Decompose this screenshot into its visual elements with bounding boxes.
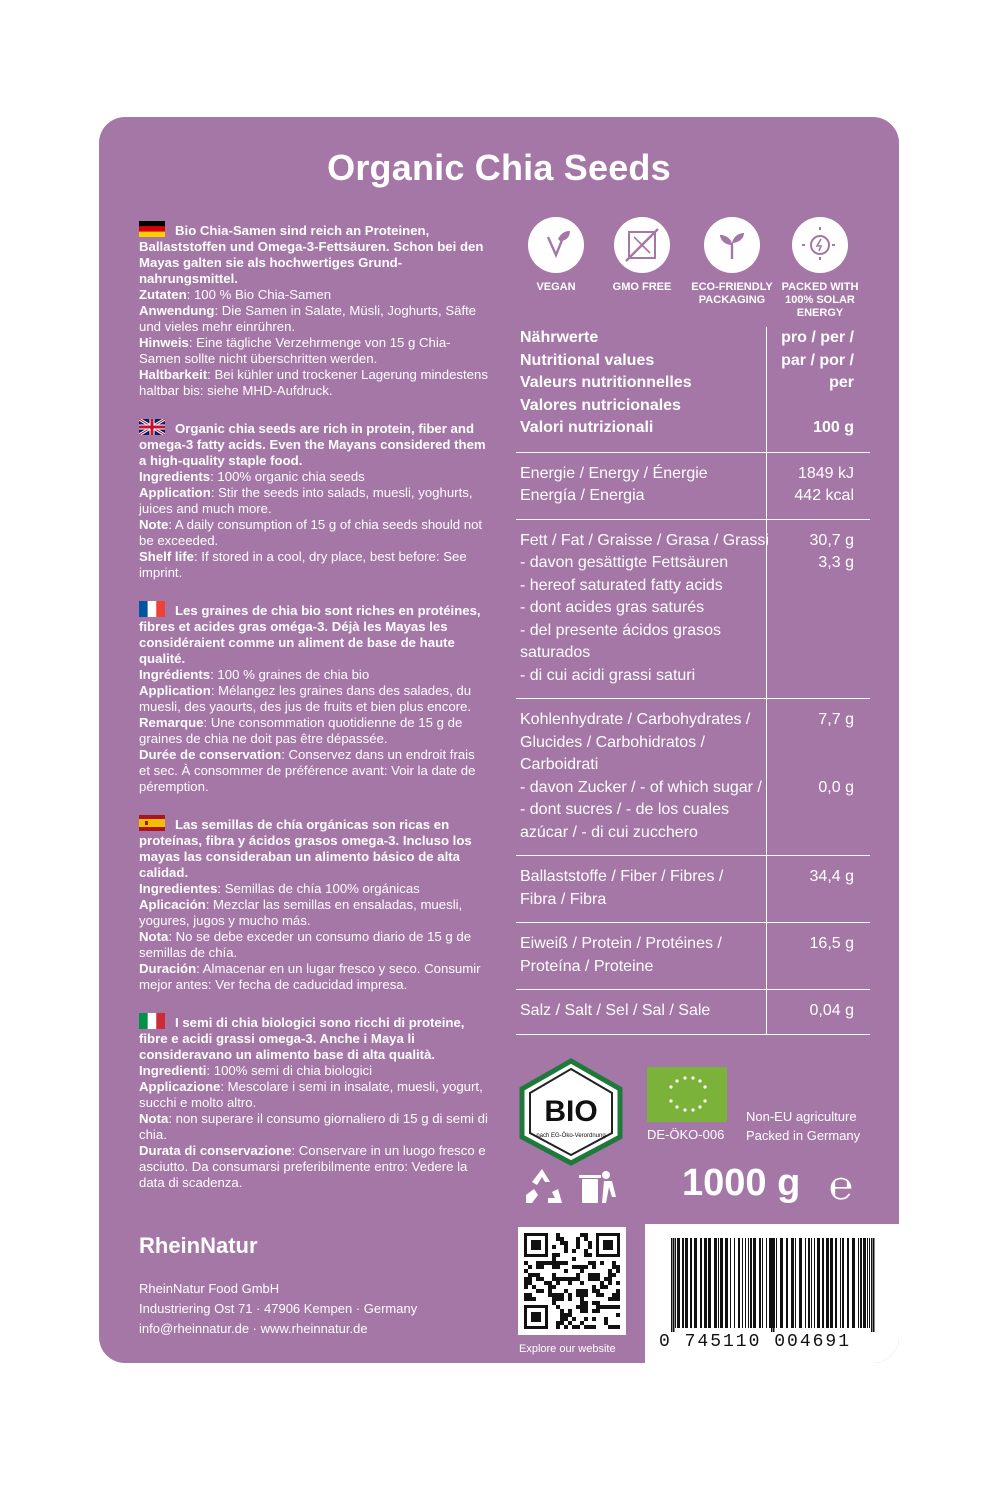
nutrient-label: - hereof saturated fatty acids [520, 576, 723, 594]
nutrient-value: 16,5 g [809, 935, 854, 952]
eco-sprout-icon [704, 217, 760, 273]
info-label: Application [139, 683, 211, 698]
nutrition-row [516, 452, 870, 520]
nutrition-header-label: Valori nutrizionali [520, 419, 654, 436]
info-line [139, 1063, 489, 1079]
info-line [139, 469, 489, 485]
nutrient-value: 0,0 g [818, 778, 854, 796]
address-line: info@rheinnatur.de · www.rheinnatur.de [139, 1321, 368, 1336]
nutrient-value: 1849 kJ [797, 464, 854, 482]
info-line [139, 929, 489, 961]
nutrient-value: 3,3 g [818, 554, 854, 571]
nutrient-value: 0,04 g [809, 1002, 854, 1019]
nutrient-label: saturados [520, 644, 591, 661]
brand-logo: RheinNatur [139, 1233, 258, 1258]
nutrient-label: Kohlenhydrate / Carbohydrates / [520, 711, 751, 728]
nutrition-row [516, 855, 870, 923]
info-text: : A daily consumption of 15 g of chia seeds should not be exceeded. [139, 517, 483, 548]
origin-line: Non-EU agriculture [746, 1109, 857, 1124]
info-label: Ingredientes [139, 881, 218, 896]
nutrient-label: Salz / Salt / Sel / Sal / Sale [520, 1002, 711, 1019]
language-block [139, 601, 489, 795]
info-line [139, 747, 489, 795]
info-label: Ingredienti [139, 1063, 207, 1078]
info-label: Duración [139, 961, 197, 976]
language-block [139, 815, 489, 993]
intro-text: Les graines de chia bio sont riches en protéines, fibres et acides gras oméga-3. Déjà les Mayas les considéraient comme un aliment de base de haute qualité. [139, 603, 481, 666]
info-line [139, 683, 489, 715]
vegan-leaf-icon [528, 217, 584, 273]
uk-flag-icon [139, 419, 165, 435]
nutrition-row [516, 519, 870, 700]
nutrient-label: - dont sucres / - de los cuales [520, 801, 729, 818]
info-line [139, 485, 489, 517]
nutrition-header-unit: par / por / [781, 351, 854, 369]
info-text: : Almacenar en un lugar fresco y seco. Consumir mejor antes: Ver fecha de caducidad impresa. [139, 961, 481, 992]
nutrition-header-label: Nutritional values [520, 351, 655, 369]
info-label: Note [139, 517, 169, 532]
eu-control-code: DE-ÖKO-006 [647, 1127, 725, 1142]
info-line [139, 367, 489, 399]
info-label: Application [139, 485, 211, 500]
bio-seal-text: BIO [544, 1095, 598, 1128]
nutrition-header-label: Valores nutricionales [520, 396, 681, 414]
info-text: : Mescolare i semi in insalate, muesli, yogurt, succhi e molto altro. [139, 1079, 483, 1110]
language-intro [139, 419, 489, 469]
nutrition-header-unit: 100 g [813, 419, 854, 436]
de-flag-icon [139, 221, 165, 237]
info-text: : Conservare in un luogo fresco e asciutto. Da consumarsi preferibilmente entro: Vedere la data di scadenza. [139, 1143, 486, 1190]
nutrient-label: Glucides / Carbohidratos / [520, 733, 705, 751]
nutrient-label: Energía / Energia [520, 487, 645, 504]
info-label: Ingrédients [139, 667, 211, 682]
nutrient-label: - del presente ácidos grasos [520, 621, 721, 639]
badge-label: ECO-FRIENDLY PACKAGING [691, 281, 773, 306]
nutrient-label: Carboidrati [520, 756, 599, 773]
info-label: Durée de conservation [139, 747, 282, 762]
intro-text: Las semillas de chía orgánicas son ricas en proteínas, fibra y ácidos grasos omega-3. Incluso los mayas las consideraban un alimento básico de alta calidad. [139, 817, 472, 880]
nutrition-header [516, 327, 870, 452]
info-line [139, 715, 489, 747]
nutrient-label: - di cui acidi grassi saturi [520, 666, 696, 684]
badge [772, 217, 868, 320]
nutrient-label: - davon Zucker / - of which sugar / [520, 778, 762, 796]
info-label: Anwendung [139, 303, 215, 318]
info-text: : If stored in a cool, dry place, best before: See imprint. [139, 549, 467, 580]
info-label: Shelf life [139, 549, 194, 564]
badge-label: PACKED WITH 100% SOLAR ENERGY [781, 281, 859, 319]
badge [684, 217, 780, 307]
nutrient-label: Fibra / Fibra [520, 890, 607, 908]
bio-seal-sub: nach EG-Öko-Verordnung [536, 1133, 606, 1139]
nutrient-value: 7,7 g [818, 711, 854, 728]
product-title: Organic Chia Seeds [327, 147, 671, 188]
es-flag-icon [139, 815, 165, 831]
product-back-label [99, 117, 899, 1363]
barcode [645, 1224, 899, 1363]
language-block [139, 419, 489, 581]
info-text: : Mezclar las semillas en ensaladas, muesli, yogures, jugos y mucho más. [139, 897, 463, 928]
info-text: : Mélangez les graines dans des salades, du muesli, des yaourts, des jus de fruits et bien plus encore. [139, 683, 472, 714]
nutrient-value: 30,7 g [809, 531, 854, 549]
origin-info [746, 1107, 860, 1145]
info-label: Aplicación [139, 897, 206, 912]
info-label: Hinweis [139, 335, 189, 350]
recycling-icons [524, 1167, 624, 1209]
address-line: RheinNatur Food GmbH [139, 1281, 280, 1296]
nutrition-header-label: Nährwerte [520, 329, 599, 346]
qr-caption: Explore our website [519, 1343, 616, 1355]
info-text: : 100% semi di chia biologici [206, 1063, 373, 1078]
info-text: : Bei kühler und trockener Lagerung mindestens haltbar bis: siehe MHD-Aufdruck. [139, 367, 488, 398]
info-line [139, 881, 489, 897]
info-text: : non superare il consumo giornaliero di 15 g di semi di chia. [139, 1111, 488, 1142]
intro-text: I semi di chia biologici sono ricchi di proteine, fibre e acidi grassi omega-3. Anche i Maya li consideravano un alimento base di alta qualità. [139, 1015, 465, 1062]
address-line: Industriering Ost 71 · 47906 Kempen · Germany [139, 1301, 418, 1316]
info-label: Haltbarkeit [139, 367, 208, 382]
barcode-digits: 0 745110 004691 [659, 1332, 852, 1352]
info-line [139, 1143, 489, 1191]
language-intro [139, 221, 489, 287]
fr-flag-icon [139, 601, 165, 617]
info-line [139, 897, 489, 929]
info-text: : No se debe exceder un consumo diario de 15 g de semillas de chía. [139, 929, 472, 960]
info-text: : 100 % Bio Chia-Samen [186, 287, 332, 302]
intro-text: Organic chia seeds are rich in protein, fiber and omega-3 fatty acids. Even the Mayans considered them a high-quality staple food. [139, 421, 486, 468]
nutrient-value: 442 kcal [794, 487, 854, 504]
nutrient-label: Eiweiß / Protein / Protéines / [520, 935, 722, 952]
gmo-free-icon [614, 217, 670, 273]
nutrition-bottom-border [516, 1034, 870, 1035]
nutrient-label: azúcar / - di cui zucchero [520, 823, 698, 841]
badge [508, 217, 604, 294]
info-label: Applicazione [139, 1079, 221, 1094]
nutrient-label: - davon gesättigte Fettsäuren [520, 554, 729, 571]
language-block [139, 221, 489, 399]
info-label: Nota [139, 929, 169, 944]
nutrition-row [516, 989, 870, 1035]
language-intro [139, 815, 489, 881]
nutrient-value: 34,4 g [809, 868, 854, 885]
nutrition-row [516, 698, 870, 856]
recycle-icon [526, 1169, 562, 1203]
info-text: : Stir the seeds into salads, muesli, yoghurts, juices and much more. [139, 485, 473, 516]
info-line [139, 517, 489, 549]
bio-seal-icon [516, 1057, 626, 1167]
info-line [139, 549, 489, 581]
info-label: Remarque [139, 715, 204, 730]
info-text: : Semillas de chía 100% orgánicas [217, 881, 420, 896]
nutrient-label: Energie / Energy / Énergie [520, 464, 708, 482]
info-line [139, 335, 489, 367]
net-weight: 1000 g [682, 1162, 801, 1204]
nutrient-label: - dont acides gras saturés [520, 599, 705, 616]
info-text: : Die Samen in Salate, Müsli, Joghurts, Säfte und vieles mehr einrühren. [139, 303, 477, 334]
info-line [139, 667, 489, 683]
eu-organic-leaf-icon [647, 1067, 727, 1122]
info-label: Durata di conservazione [139, 1143, 292, 1158]
info-text: : 100 % graines de chia bio [210, 667, 370, 682]
info-line [139, 287, 489, 303]
info-line [139, 1111, 489, 1143]
language-intro [139, 1013, 489, 1063]
language-block [139, 1013, 489, 1191]
info-label: Zutaten [139, 287, 187, 302]
nutrient-label: Fett / Fat / Graisse / Grasa / Grassi [520, 531, 769, 549]
intro-text: Bio Chia-Samen sind reich an Proteinen, Ballaststoffen und Omega-3-Fettsäuren. Schon bei den Mayas galten sie als hochwertiges Grund-nahrungsmittel. [139, 223, 484, 286]
qr-code[interactable] [518, 1227, 626, 1335]
nutrition-header-label: Valeurs nutritionnelles [520, 374, 692, 391]
it-flag-icon [139, 1013, 165, 1029]
info-text: : Une consommation quotidienne de 15 g de graines de chia ne doit pas être dépassée. [139, 715, 463, 746]
info-label: Nota [139, 1111, 169, 1126]
solar-energy-icon [792, 217, 848, 273]
info-text: : Conservez dans un endroit frais et sec. À consommer de préférence avant: Voir la date de péremption. [139, 747, 476, 794]
badge-label: GMO FREE [612, 281, 672, 293]
origin-line: Packed in Germany [746, 1128, 861, 1143]
nutrient-label: Proteína / Proteine [520, 957, 654, 975]
estimated-sign: ℮ [829, 1164, 854, 1208]
info-text: : 100% organic chia seeds [210, 469, 365, 484]
info-text: : Eine tägliche Verzehrmenge von 15 g Chia-Samen sollte nicht überschritten werden. [139, 335, 451, 366]
badge [594, 217, 690, 294]
trash-bin-icon [579, 1171, 616, 1203]
info-line [139, 1079, 489, 1111]
info-line [139, 961, 489, 993]
nutrition-header-unit: pro / per / [781, 329, 854, 346]
nutrient-label: Ballaststoffe / Fiber / Fibres / [520, 868, 724, 885]
language-descriptions [139, 221, 489, 1211]
badge-label: VEGAN [536, 281, 576, 293]
info-label: Ingredients [139, 469, 211, 484]
company-address [139, 1279, 417, 1339]
nutrition-row [516, 922, 870, 990]
info-line [139, 303, 489, 335]
nutrition-header-unit: per [829, 374, 854, 391]
language-intro [139, 601, 489, 667]
